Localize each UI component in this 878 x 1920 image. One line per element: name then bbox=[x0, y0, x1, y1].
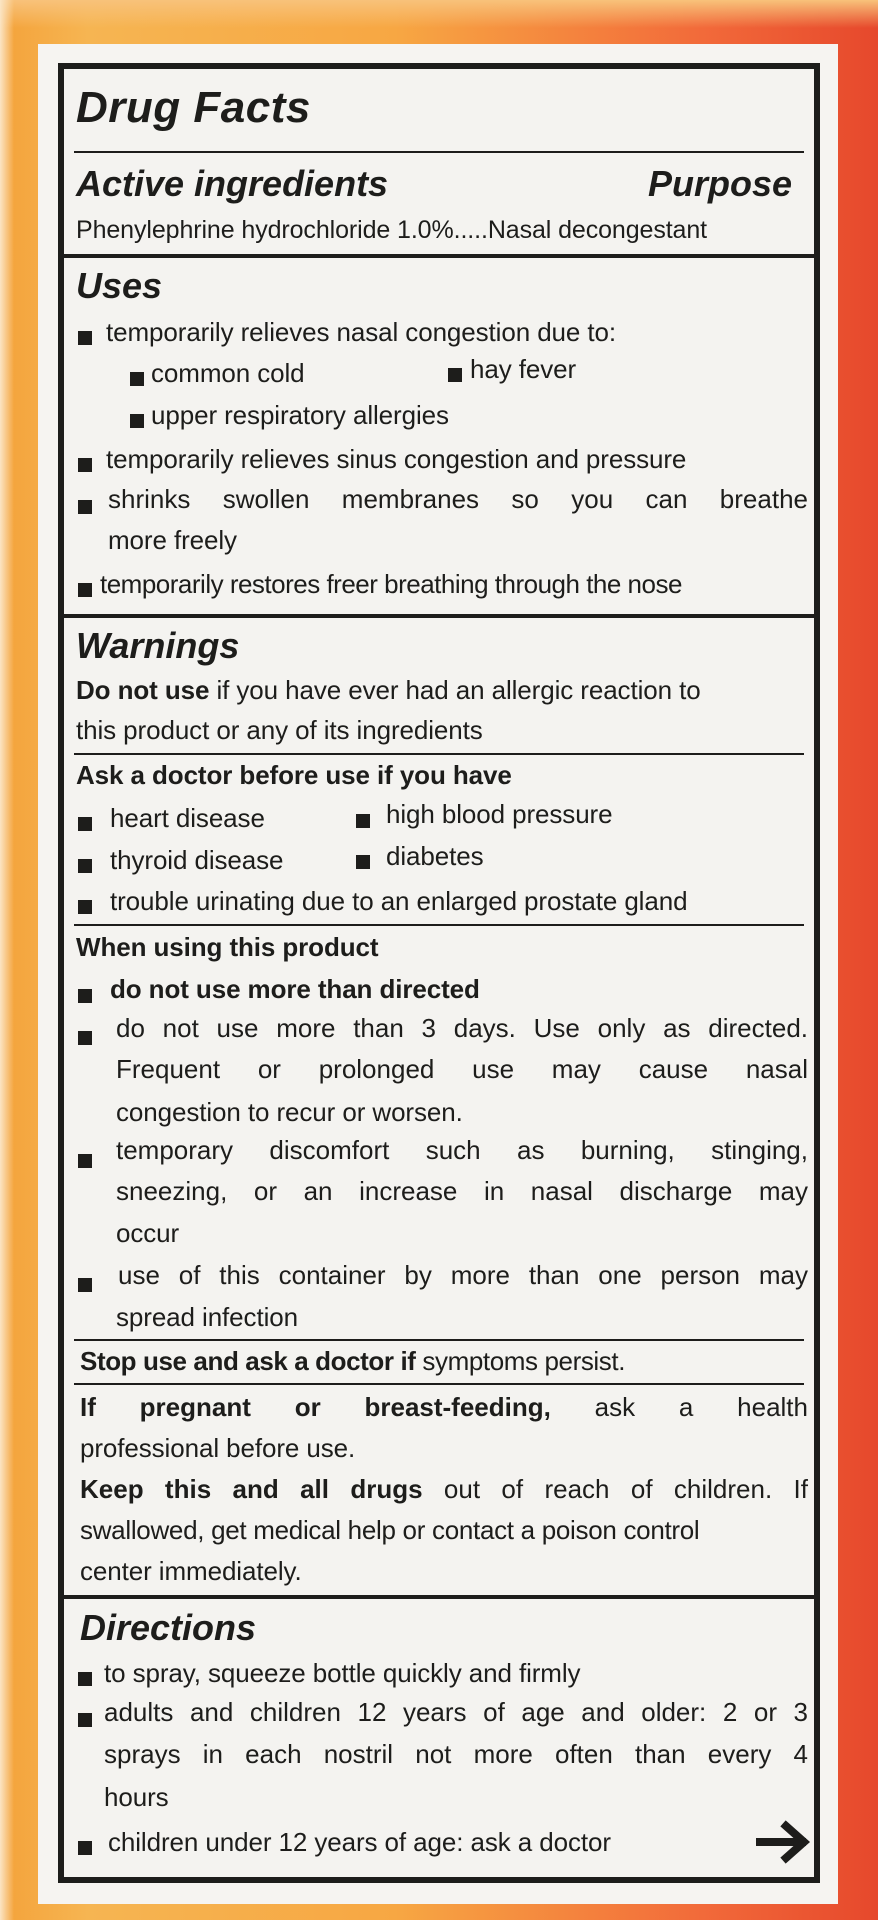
bullet-square bbox=[130, 372, 144, 386]
do-not-use-line: this product or any of its ingredients bbox=[76, 715, 483, 745]
uses-subitem: common cold bbox=[151, 358, 305, 388]
bullet-square bbox=[356, 855, 370, 869]
carton-left-edge bbox=[0, 0, 14, 1920]
uses-item: temporarily relieves sinus congestion and pressure bbox=[106, 444, 687, 474]
section-divider bbox=[64, 254, 814, 258]
carton-top-flap bbox=[0, 0, 878, 28]
ingredient-line: Phenylephrine hydrochloride 1.0%.....Nasal decongestant bbox=[76, 216, 708, 244]
bullet-square bbox=[78, 1278, 92, 1292]
uses-item: temporarily relieves nasal congestion due to: bbox=[106, 317, 617, 347]
directions-item: to spray, squeeze bottle quickly and firmly bbox=[104, 1658, 581, 1688]
when-using-item: Frequent or prolonged use may cause nasal bbox=[116, 1054, 808, 1084]
drug-facts-title: Drug Facts bbox=[76, 83, 311, 132]
when-using-item: occur bbox=[116, 1218, 180, 1248]
bullet-square bbox=[78, 1841, 92, 1855]
stop-use-text: symptoms persist. bbox=[415, 1346, 626, 1376]
bullet-square bbox=[78, 1154, 92, 1168]
directions-item: children under 12 years of age: ask a doctor bbox=[108, 1827, 611, 1857]
bullet-square bbox=[78, 817, 92, 831]
uses-subitem: hay fever bbox=[470, 354, 577, 384]
condition-item: diabetes bbox=[386, 841, 484, 871]
when-using-heading: When using this product bbox=[76, 932, 379, 962]
when-using-item: temporary discomfort such as burning, stinging, bbox=[116, 1135, 808, 1165]
section-divider bbox=[64, 614, 814, 618]
directions-item: sprays in each nostril not more often than every 4 bbox=[104, 1739, 808, 1769]
pregnant-text: ask a health bbox=[550, 1392, 808, 1422]
uses-subitem: upper respiratory allergies bbox=[151, 400, 449, 430]
bullet-square bbox=[78, 859, 92, 873]
subsection-divider bbox=[74, 1339, 804, 1341]
title-divider bbox=[74, 151, 804, 153]
directions-heading: Directions bbox=[80, 1607, 257, 1648]
keep-away-text: out of reach of children. If bbox=[422, 1474, 808, 1504]
bullet-square bbox=[356, 814, 370, 828]
drug-facts-box bbox=[58, 63, 820, 1883]
bullet-square bbox=[78, 1713, 92, 1727]
uses-item: shrinks swollen membranes so you can breathe bbox=[108, 484, 808, 514]
when-using-item: spread infection bbox=[116, 1302, 298, 1332]
pregnant-label: If pregnant or breast-feeding, bbox=[80, 1392, 551, 1422]
bullet-square bbox=[78, 1672, 92, 1686]
when-using-item: use of this container by more than one person may bbox=[118, 1260, 808, 1290]
stop-use-label: Stop use and ask a doctor if bbox=[80, 1346, 416, 1376]
section-divider bbox=[64, 1595, 814, 1599]
condition-item: high blood pressure bbox=[386, 799, 613, 829]
bullet-square bbox=[78, 900, 92, 914]
purpose-heading: Purpose bbox=[647, 163, 792, 204]
condition-item: heart disease bbox=[110, 803, 265, 833]
directions-item: hours bbox=[104, 1782, 169, 1812]
right-arrow-icon bbox=[756, 1820, 812, 1869]
stop-use-line bbox=[80, 1343, 625, 1380]
uses-heading: Uses bbox=[76, 265, 163, 306]
bullet-square bbox=[130, 414, 144, 428]
pregnant-line bbox=[80, 1387, 808, 1428]
ask-doctor-heading: Ask a doctor before use if you have bbox=[76, 760, 512, 790]
when-using-item: do not use more than 3 days. Use only as directed. bbox=[116, 1013, 808, 1043]
when-using-item: sneezing, or an increase in nasal discharge may bbox=[116, 1176, 808, 1206]
bullet-square bbox=[78, 583, 92, 597]
pregnant-line: professional before use. bbox=[80, 1433, 356, 1463]
condition-item: trouble urinating due to an enlarged prostate gland bbox=[110, 886, 688, 916]
bullet-square bbox=[78, 1031, 92, 1045]
bullet-square bbox=[78, 458, 92, 472]
subsection-divider bbox=[74, 924, 804, 926]
subsection-divider bbox=[74, 1383, 804, 1385]
warnings-heading: Warnings bbox=[76, 625, 240, 666]
keep-away-line bbox=[80, 1469, 808, 1510]
when-using-item: congestion to recur or worsen. bbox=[116, 1097, 463, 1127]
keep-away-label: Keep this and all drugs bbox=[80, 1474, 423, 1504]
keep-away-line: swallowed, get medical help or contact a poison control bbox=[80, 1515, 700, 1545]
do-not-use-line bbox=[76, 672, 701, 709]
subsection-divider bbox=[74, 753, 804, 755]
bullet-square bbox=[448, 368, 462, 382]
bullet-square bbox=[78, 989, 92, 1003]
bullet-square bbox=[78, 500, 92, 514]
when-using-item: do not use more than directed bbox=[110, 974, 480, 1004]
bullet-square bbox=[78, 331, 92, 345]
do-not-use-text: if you have ever had an allergic reaction to bbox=[209, 675, 701, 705]
active-ingredients-heading: Active ingredients bbox=[76, 163, 389, 204]
directions-item: adults and children 12 years of age and older: 2 or 3 bbox=[104, 1697, 808, 1727]
uses-item: temporarily restores freer breathing through the nose bbox=[100, 569, 682, 599]
do-not-use-label: Do not use bbox=[76, 675, 210, 705]
keep-away-line: center immediately. bbox=[80, 1556, 302, 1586]
condition-item: thyroid disease bbox=[110, 845, 284, 875]
uses-item-continuation: more freely bbox=[108, 525, 237, 555]
